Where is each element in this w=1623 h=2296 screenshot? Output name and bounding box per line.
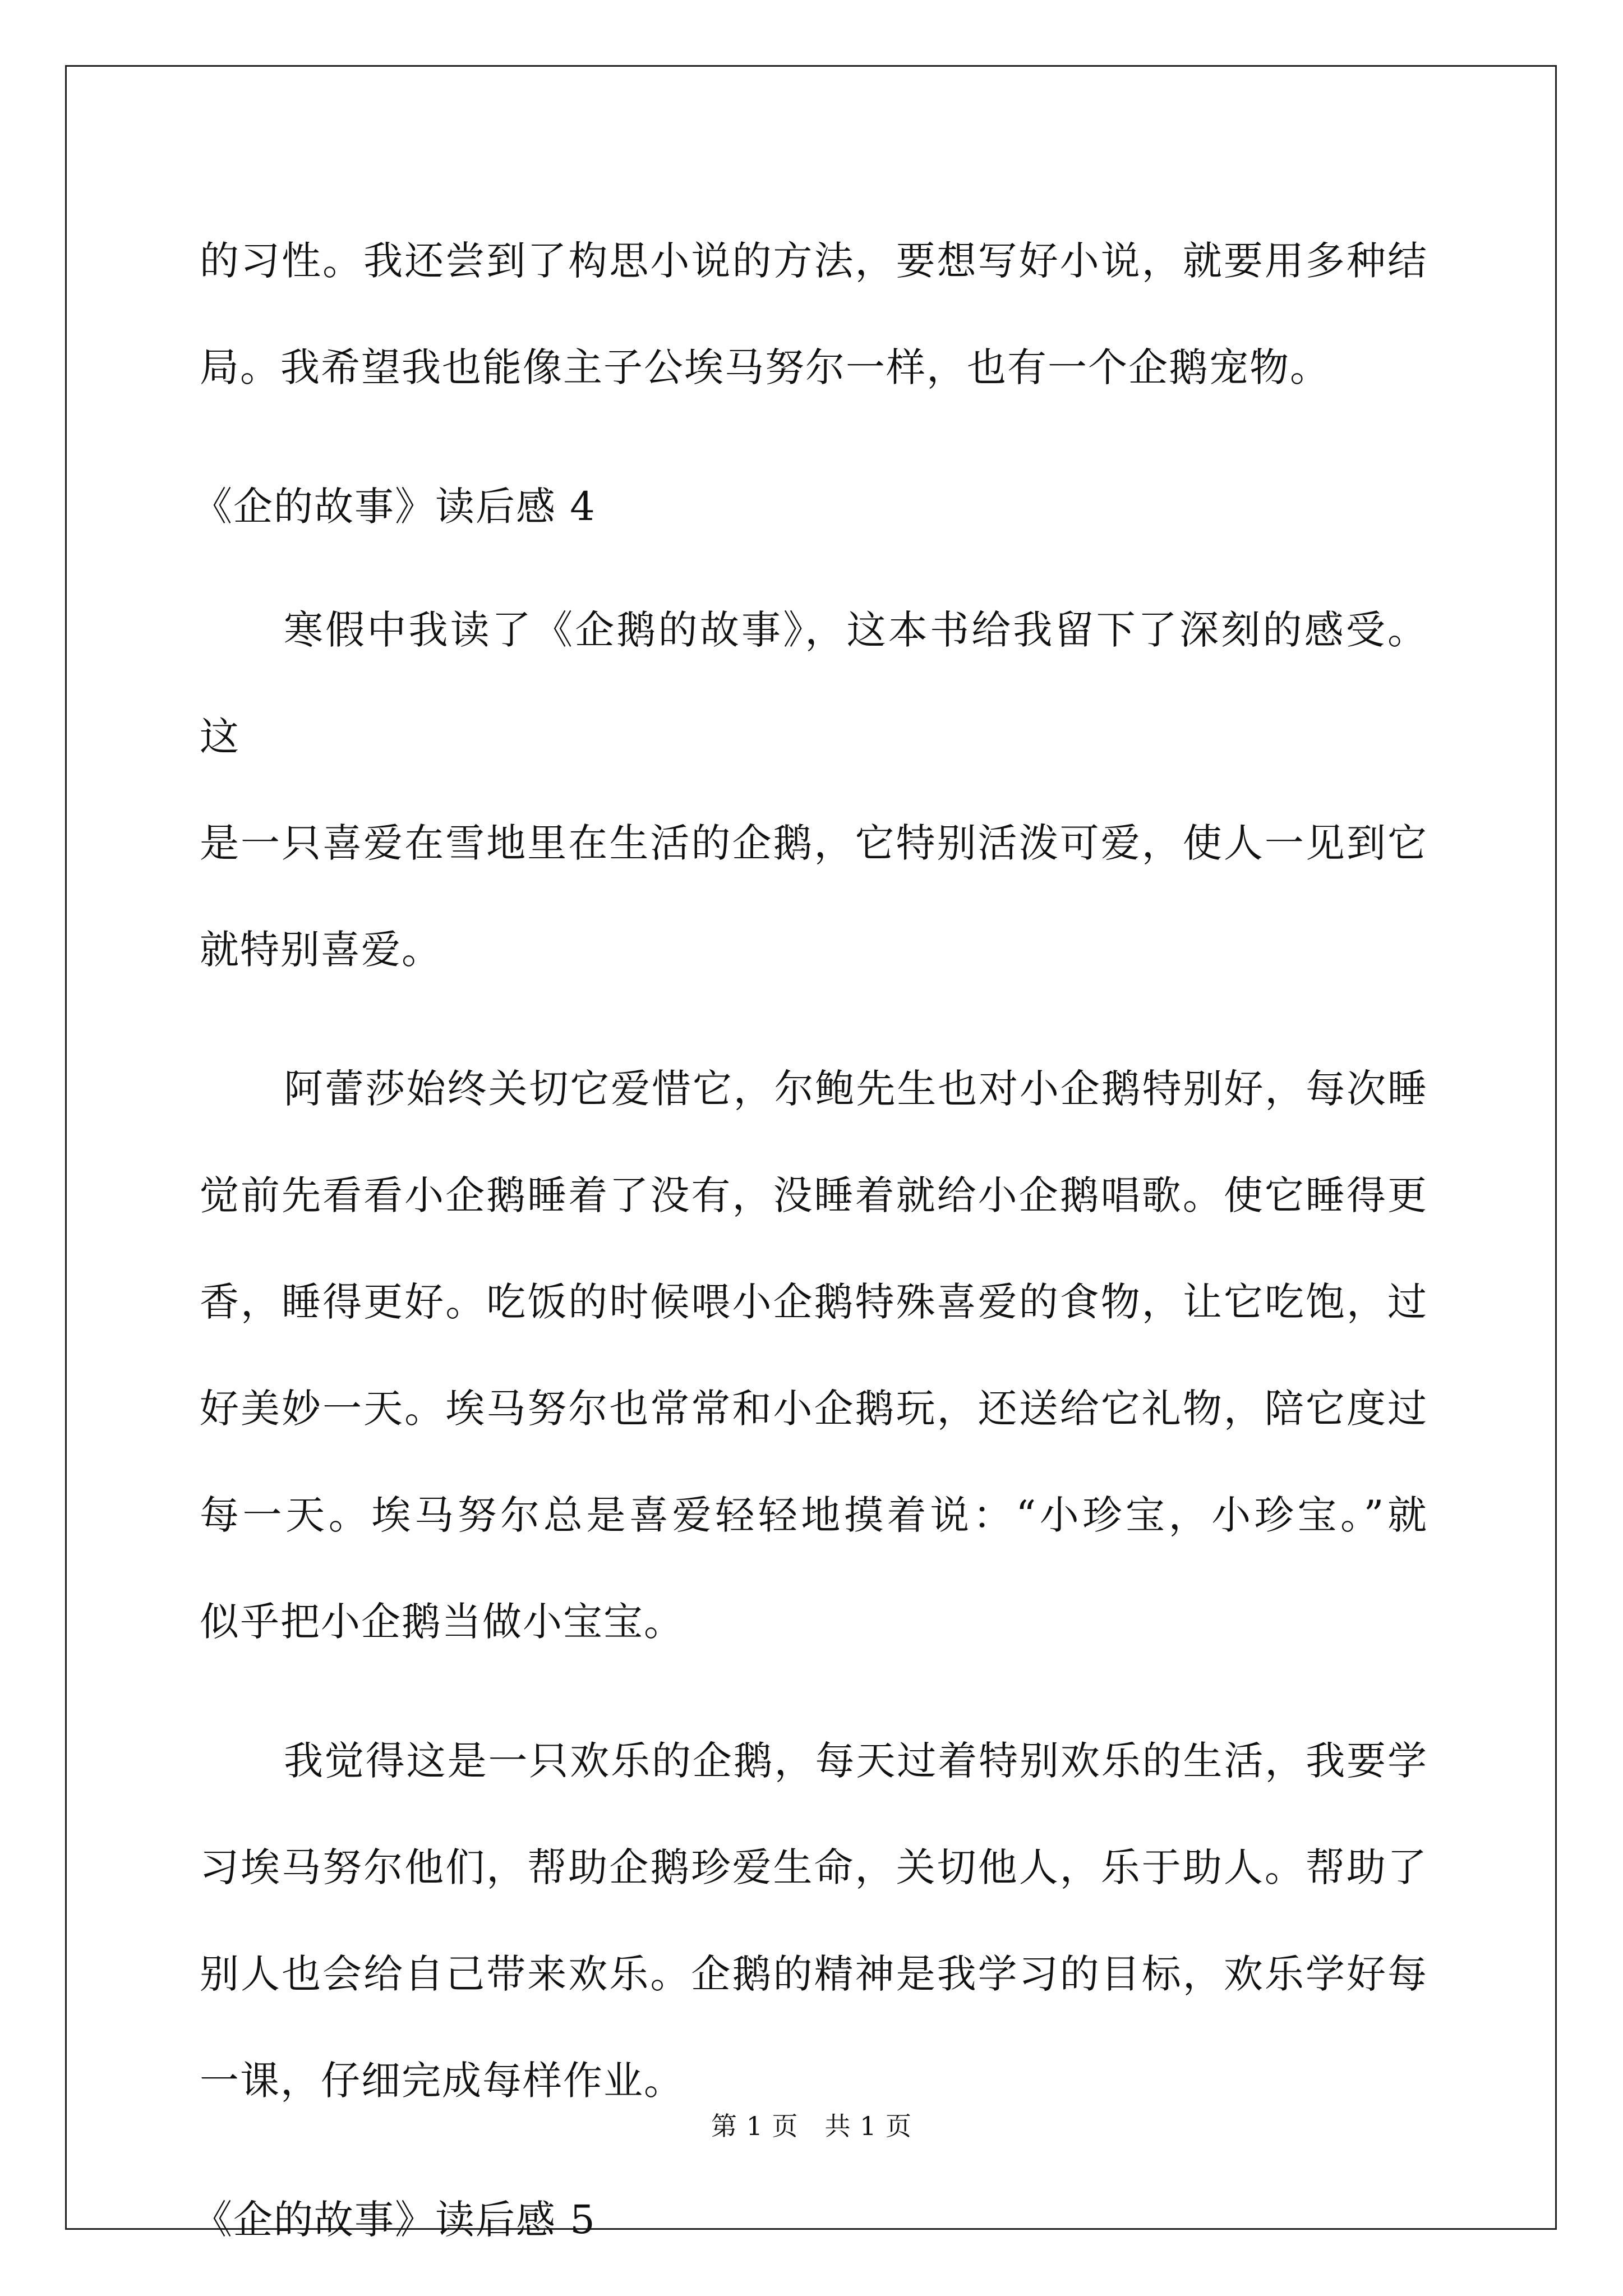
text-line: 我觉得这是一只欢乐的企鹅，每天过着特别欢乐的生活，我要学 (284, 1738, 1428, 1784)
text-line: 别人也会给自己带来欢乐。企鹅的精神是我学习的目标，欢乐学好每 (200, 1951, 1428, 1997)
section-heading: 《企的故事》读后感 5 (193, 2197, 596, 2243)
section-heading: 《企的故事》读后感 4 (193, 484, 596, 530)
text-line: 香，睡得更好。吃饭的时候喂小企鹅特殊喜爱的食物，让它吃饱，过 (200, 1279, 1428, 1325)
text-line: 好美妙一天。埃马努尔也常常和小企鹅玩，还送给它礼物，陪它度过 (200, 1386, 1428, 1432)
text-line: 局。我希望我也能像主子公埃马努尔一样，也有一个企鹅宠物。 (200, 344, 1330, 390)
continuation-paragraph (200, 208, 1428, 421)
text-line: 觉前先看看小企鹅睡着了没有，没睡着就给小企鹅唱歌。使它睡得更 (200, 1172, 1428, 1218)
paragraph (200, 1708, 1428, 2134)
paragraph (200, 577, 1428, 1003)
text-line: 似乎把小企鹅当做小宝宝。 (200, 1599, 684, 1645)
text-line: 是一只喜爱在雪地里在生活的企鹅，它特别活泼可爱，使人一见到它 (200, 820, 1428, 866)
text-line: 就特别喜爱。 (200, 927, 442, 973)
text-line: 每一天。埃马努尔总是喜爱轻轻地摸着说：“小珍宝，小珍宝。”就 (200, 1492, 1428, 1538)
text-line: 习埃马努尔他们，帮助企鹅珍爱生命，关切他人，乐于助人。帮助了 (200, 1844, 1428, 1890)
text-line: 阿蕾莎始终关切它爱惜它，尔鲍先生也对小企鹅特别好，每次睡 (284, 1066, 1428, 1112)
document-body (193, 208, 1428, 2273)
text-line: 一课，仔细完成每样作业。 (200, 2058, 684, 2104)
text-line: 的习性。我还尝到了构思小说的方法，要想写好小说，就要用多种结 (200, 238, 1428, 284)
text-line: 寒假中我读了《企鹅的故事》，这本书给我留下了深刻的感受。这 (200, 607, 1428, 760)
paragraph (200, 1036, 1428, 1675)
page-footer: 第 1 页 共 1 页 (711, 2111, 912, 2141)
